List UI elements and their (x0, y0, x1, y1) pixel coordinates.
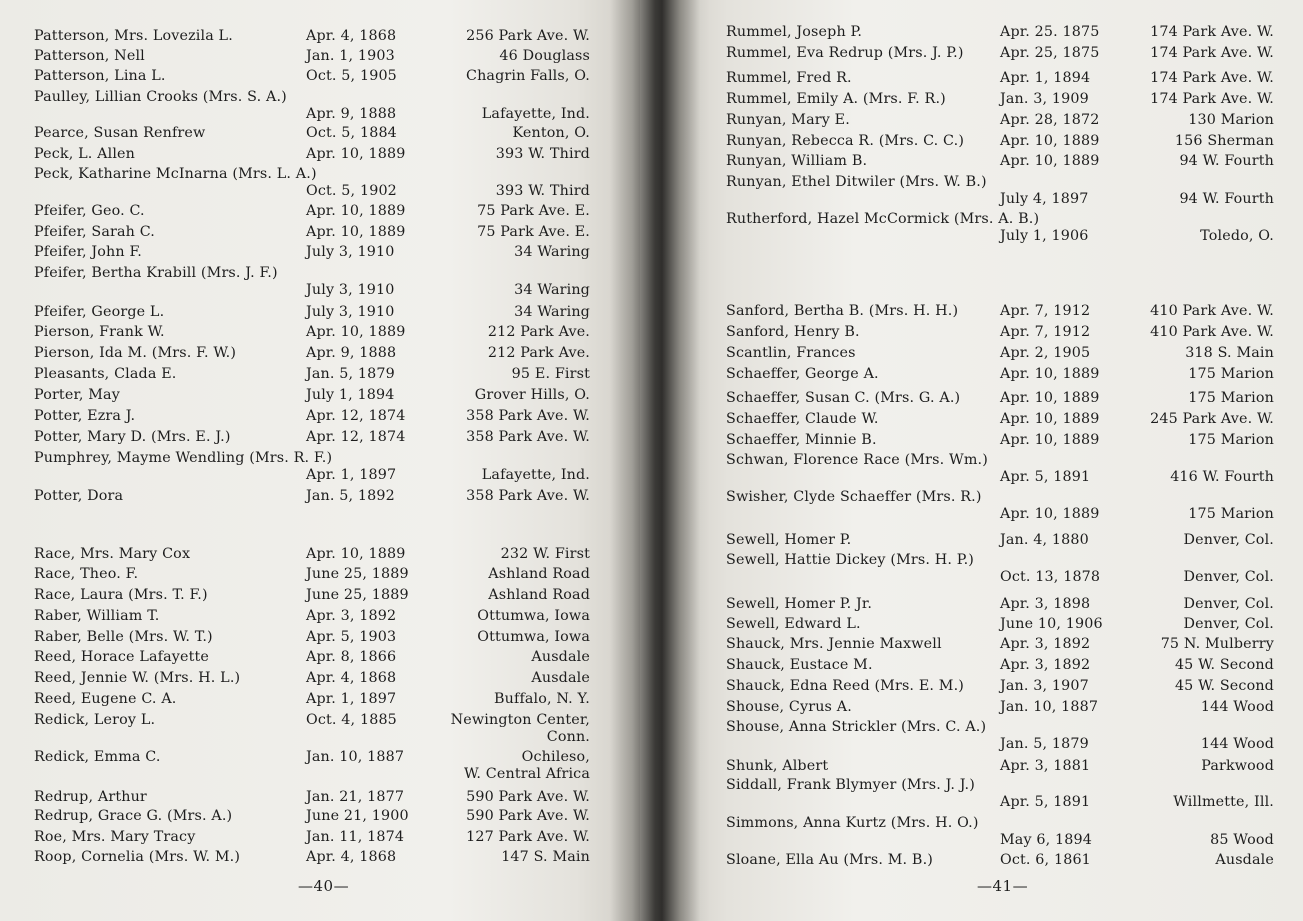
member-name: Shouse, Cyrus A. (726, 699, 852, 715)
join-date: Apr. 8, 1866 (306, 649, 397, 665)
member-address: 34 Waring (514, 304, 590, 320)
join-date: July 3, 1910 (306, 244, 395, 260)
member-name: Runyan, William B. (726, 153, 868, 169)
join-date: June 25, 1889 (306, 587, 409, 603)
directory-entry (34, 712, 590, 746)
member-name: Roop, Cornelia (Mrs. W. M.) (34, 849, 241, 865)
join-date: Jan. 5, 1879 (306, 366, 395, 382)
member-name: Reed, Horace Lafayette (34, 649, 209, 665)
member-name: Sewell, Homer P. (726, 532, 852, 548)
member-address: 85 Wood (1210, 832, 1274, 848)
member-address: 75 Park Ave. E. (477, 203, 590, 219)
member-name: Sewell, Edward L. (726, 616, 861, 632)
directory-entry (34, 450, 590, 484)
join-date: Apr. 4, 1868 (306, 849, 397, 865)
join-date: Apr. 3, 1892 (1000, 636, 1091, 652)
member-name: Siddall, Frank Blymyer (Mrs. J. J.) (726, 777, 975, 793)
join-date: Apr. 7, 1912 (1000, 303, 1091, 319)
join-date: Apr. 3, 1898 (1000, 596, 1091, 612)
member-address: 212 Park Ave. (487, 324, 590, 340)
member-address: Buffalo, N. Y. (493, 691, 590, 707)
member-name: Rutherford, Hazel McCormick (Mrs. A. B.) (726, 211, 1040, 227)
member-name: Pfeifer, Sarah C. (34, 224, 156, 240)
member-address: 358 Park Ave. W. (466, 488, 590, 504)
member-address: 174 Park Ave. W. (1150, 70, 1274, 86)
member-address: 34 Waring (514, 244, 590, 260)
member-name: Redick, Emma C. (34, 749, 161, 765)
join-date: Apr. 10, 1889 (1000, 432, 1100, 448)
member-address: 175 Marion (1188, 432, 1274, 448)
member-address: 393 W. Third (495, 183, 590, 199)
member-address: 318 S. Main (1185, 345, 1274, 361)
join-date: July 1, 1894 (306, 387, 395, 403)
join-date: Apr. 10, 1889 (306, 203, 406, 219)
join-date: Apr. 28, 1872 (1000, 112, 1100, 128)
join-date: Apr. 10, 1889 (1000, 366, 1100, 382)
member-address: Lafayette, Ind. (481, 467, 590, 483)
member-address-line2: Conn. (546, 729, 590, 745)
join-date: Apr. 25. 1875 (1000, 24, 1100, 40)
member-name: Schaeffer, Claude W. (726, 411, 879, 427)
join-date: Apr. 10, 1889 (1000, 506, 1100, 522)
member-address: Ausdale (1215, 852, 1274, 868)
join-date: June 25, 1889 (306, 566, 409, 582)
member-address: Denver, Col. (1183, 569, 1274, 585)
member-name: Race, Theo. F. (34, 566, 139, 582)
member-address: Ashland Road (488, 566, 590, 582)
member-address: 75 N. Mulberry (1160, 636, 1274, 652)
right-page-number: —41— (977, 877, 1029, 895)
join-date: July 3, 1910 (306, 282, 395, 298)
member-name: Raber, Belle (Mrs. W. T.) (34, 629, 213, 645)
member-address: 94 W. Fourth (1179, 153, 1274, 169)
directory-entry (726, 777, 1274, 811)
member-address: 46 Douglass (499, 48, 590, 64)
member-name: Potter, Mary D. (Mrs. E. J.) (34, 429, 231, 445)
member-name: Schaeffer, Susan C. (Mrs. G. A.) (726, 390, 961, 406)
member-address: 232 W. First (500, 546, 590, 562)
member-name: Pfeifer, Bertha Krabill (Mrs. J. F.) (34, 265, 278, 281)
member-name: Redrup, Grace G. (Mrs. A.) (34, 808, 233, 824)
member-address: 245 Park Ave. W. (1150, 411, 1274, 427)
directory-entry (726, 552, 1274, 586)
member-name: Pfeifer, George L. (34, 304, 165, 320)
join-date: Apr. 10, 1889 (1000, 411, 1100, 427)
join-date: Apr. 4, 1868 (306, 28, 397, 44)
member-name: Schwan, Florence Race (Mrs. Wm.) (726, 452, 988, 468)
member-address: Denver, Col. (1183, 532, 1274, 548)
member-address: 358 Park Ave. W. (466, 408, 590, 424)
member-address: 212 Park Ave. (487, 345, 590, 361)
member-name: Pleasants, Clada E. (34, 366, 177, 382)
member-name: Rummel, Fred R. (726, 70, 852, 86)
member-name: Potter, Ezra J. (34, 408, 136, 424)
member-name: Scantlin, Frances (726, 345, 856, 361)
member-address: Kenton, O. (512, 125, 590, 141)
join-date: Apr. 9, 1888 (306, 106, 397, 122)
member-name: Reed, Eugene C. A. (34, 691, 177, 707)
member-name: Roe, Mrs. Mary Tracy (34, 829, 196, 845)
member-address: Ochileso, (521, 749, 590, 765)
join-date: Apr. 1, 1897 (306, 691, 397, 707)
member-address: 156 Sherman (1174, 133, 1274, 149)
member-name: Shunk, Albert (726, 758, 829, 774)
join-date: Jan. 21, 1877 (306, 789, 405, 805)
member-address: Ausdale (531, 670, 590, 686)
member-name: Rummel, Joseph P. (726, 24, 863, 40)
member-address: 393 W. Third (495, 146, 590, 162)
join-date: Apr. 10, 1889 (306, 324, 406, 340)
member-name: Runyan, Rebecca R. (Mrs. C. C.) (726, 133, 965, 149)
join-date: Jan. 4, 1880 (1000, 532, 1089, 548)
member-name: Patterson, Lina L. (34, 68, 166, 84)
member-address: 410 Park Ave. W. (1150, 303, 1274, 319)
left-page (0, 0, 640, 921)
join-date: Apr. 5, 1891 (1000, 794, 1091, 810)
join-date: Apr. 3, 1892 (306, 608, 397, 624)
member-name: Schaeffer, George A. (726, 366, 879, 382)
member-address: 358 Park Ave. W. (466, 429, 590, 445)
right-page (664, 0, 1303, 921)
join-date: Apr. 10, 1889 (1000, 390, 1100, 406)
member-address: Willmette, Ill. (1173, 794, 1274, 810)
member-address: 147 S. Main (501, 849, 590, 865)
left-entry-list (0, 0, 640, 921)
member-address: 94 W. Fourth (1179, 191, 1274, 207)
member-address: Toledo, O. (1200, 228, 1274, 244)
join-date: Apr. 10, 1889 (306, 146, 406, 162)
directory-entry (726, 815, 1274, 849)
member-name: Rummel, Eva Redrup (Mrs. J. P.) (726, 45, 964, 61)
member-name: Swisher, Clyde Schaeffer (Mrs. R.) (726, 489, 982, 505)
directory-entry (34, 89, 590, 123)
join-date: July 1, 1906 (1000, 228, 1089, 244)
directory-entry (726, 211, 1274, 245)
member-name: Raber, William T. (34, 608, 160, 624)
member-name: Sanford, Henry B. (726, 324, 860, 340)
member-address: 45 W. Second (1174, 678, 1274, 694)
member-name: Peck, L. Allen (34, 146, 136, 162)
member-name: Peck, Katharine McInarna (Mrs. L. A.) (34, 166, 317, 182)
join-date: Apr. 10, 1889 (1000, 133, 1100, 149)
member-name: Shauck, Edna Reed (Mrs. E. M.) (726, 678, 965, 694)
member-name: Redick, Leroy L. (34, 712, 156, 728)
join-date: June 21, 1900 (306, 808, 409, 824)
member-name: Sewell, Homer P. Jr. (726, 596, 873, 612)
member-address: 416 W. Fourth (1170, 469, 1274, 485)
join-date: May 6, 1894 (1000, 832, 1093, 848)
member-address: Ashland Road (488, 587, 590, 603)
member-address: Denver, Col. (1183, 596, 1274, 612)
member-name: Sewell, Hattie Dickey (Mrs. H. P.) (726, 552, 975, 568)
directory-entry (34, 749, 590, 783)
member-name: Reed, Jennie W. (Mrs. H. L.) (34, 670, 241, 686)
member-name: Rummel, Emily A. (Mrs. F. R.) (726, 91, 946, 107)
join-date: Apr. 2, 1905 (1000, 345, 1091, 361)
member-name: Redrup, Arthur (34, 789, 147, 805)
join-date: Apr. 12, 1874 (306, 408, 406, 424)
member-address: Lafayette, Ind. (481, 106, 590, 122)
member-address: 95 E. First (511, 366, 590, 382)
member-address: Newington Center, (450, 712, 590, 728)
member-name: Pierson, Frank W. (34, 324, 165, 340)
member-address: 175 Marion (1188, 366, 1274, 382)
member-name: Simmons, Anna Kurtz (Mrs. H. O.) (726, 815, 979, 831)
member-address: 256 Park Ave. W. (466, 28, 590, 44)
member-address: Ausdale (531, 649, 590, 665)
member-address: Grover Hills, O. (474, 387, 590, 403)
member-address: Chagrin Falls, O. (465, 68, 590, 84)
join-date: July 4, 1897 (1000, 191, 1089, 207)
member-name: Patterson, Nell (34, 48, 145, 64)
member-name: Schaeffer, Minnie B. (726, 432, 877, 448)
join-date: Jan. 3, 1907 (1000, 678, 1089, 694)
member-address: 127 Park Ave. W. (466, 829, 590, 845)
member-name: Runyan, Mary E. (726, 112, 850, 128)
member-address: Denver, Col. (1183, 616, 1274, 632)
member-name: Patterson, Mrs. Lovezila L. (34, 28, 233, 44)
member-address: 34 Waring (514, 282, 590, 298)
member-name: Race, Laura (Mrs. T. F.) (34, 587, 208, 603)
member-name: Paulley, Lillian Crooks (Mrs. S. A.) (34, 89, 287, 105)
join-date: Apr. 10, 1889 (306, 546, 406, 562)
join-date: Oct. 6, 1861 (1000, 852, 1091, 868)
member-name: Runyan, Ethel Ditwiler (Mrs. W. B.) (726, 174, 987, 190)
join-date: Apr. 12, 1874 (306, 429, 406, 445)
member-name: Pierson, Ida M. (Mrs. F. W.) (34, 345, 237, 361)
member-name: Sanford, Bertha B. (Mrs. H. H.) (726, 303, 959, 319)
member-name: Race, Mrs. Mary Cox (34, 546, 191, 562)
join-date: Jan. 5, 1879 (1000, 736, 1089, 752)
join-date: Apr. 4, 1868 (306, 670, 397, 686)
join-date: Apr. 5, 1903 (306, 629, 397, 645)
member-address: 175 Marion (1188, 506, 1274, 522)
member-name: Pumphrey, Mayme Wendling (Mrs. R. F.) (34, 450, 333, 466)
book-gutter-shadow (610, 0, 710, 921)
join-date: Apr. 7, 1912 (1000, 324, 1091, 340)
directory-entry (34, 166, 590, 200)
member-address: 75 Park Ave. E. (477, 224, 590, 240)
member-address: 174 Park Ave. W. (1150, 45, 1274, 61)
member-address: 174 Park Ave. W. (1150, 91, 1274, 107)
member-address: 175 Marion (1188, 390, 1274, 406)
member-address: Ottumwa, Iowa (477, 629, 590, 645)
join-date: Oct. 4, 1885 (306, 712, 397, 728)
directory-entry (726, 174, 1274, 208)
member-name: Pearce, Susan Renfrew (34, 125, 206, 141)
left-page-number: —40— (298, 877, 350, 895)
member-address: 130 Marion (1188, 112, 1274, 128)
join-date: Oct. 5, 1905 (306, 68, 397, 84)
right-entry-list (664, 0, 1303, 921)
member-name: Shauck, Eustace M. (726, 657, 873, 673)
member-address: Parkwood (1201, 758, 1274, 774)
join-date: Apr. 5, 1891 (1000, 469, 1091, 485)
directory-entry (726, 489, 1274, 523)
join-date: Jan. 5, 1892 (306, 488, 395, 504)
directory-entry (34, 265, 590, 299)
directory-entry (726, 452, 1274, 486)
member-address: Ottumwa, Iowa (477, 608, 590, 624)
join-date: Oct. 5, 1884 (306, 125, 397, 141)
member-address: 174 Park Ave. W. (1150, 24, 1274, 40)
join-date: Jan. 1, 1903 (306, 48, 395, 64)
join-date: Apr. 10, 1889 (1000, 153, 1100, 169)
join-date: Jan. 3, 1909 (1000, 91, 1089, 107)
member-address: 590 Park Ave. W. (466, 789, 590, 805)
join-date: Apr. 3, 1881 (1000, 758, 1091, 774)
member-name: Pfeifer, Geo. C. (34, 203, 145, 219)
member-name: Potter, Dora (34, 488, 124, 504)
join-date: Oct. 5, 1902 (306, 183, 397, 199)
join-date: Apr. 3, 1892 (1000, 657, 1091, 673)
member-address: 410 Park Ave. W. (1150, 324, 1274, 340)
join-date: Oct. 13, 1878 (1000, 569, 1101, 585)
member-address: 144 Wood (1200, 736, 1274, 752)
join-date: Apr. 25, 1875 (1000, 45, 1100, 61)
join-date: Apr. 1, 1894 (1000, 70, 1091, 86)
member-name: Porter, May (34, 387, 120, 403)
member-address: 45 W. Second (1174, 657, 1274, 673)
member-name: Sloane, Ella Au (Mrs. M. B.) (726, 852, 934, 868)
join-date: Apr. 1, 1897 (306, 467, 397, 483)
join-date: July 3, 1910 (306, 304, 395, 320)
member-address: 590 Park Ave. W. (466, 808, 590, 824)
member-address: 144 Wood (1200, 699, 1274, 715)
member-name: Shauck, Mrs. Jennie Maxwell (726, 636, 942, 652)
join-date: June 10, 1906 (1000, 616, 1103, 632)
member-name: Pfeifer, John F. (34, 244, 142, 260)
join-date: Apr. 10, 1889 (306, 224, 406, 240)
join-date: Jan. 11, 1874 (306, 829, 405, 845)
member-address-line2: W. Central Africa (464, 766, 590, 782)
join-date: Jan. 10, 1887 (306, 749, 405, 765)
directory-entry (34, 488, 590, 522)
member-name: Shouse, Anna Strickler (Mrs. C. A.) (726, 719, 987, 735)
join-date: Jan. 10, 1887 (1000, 699, 1099, 715)
directory-entry (726, 719, 1274, 753)
join-date: Apr. 9, 1888 (306, 345, 397, 361)
